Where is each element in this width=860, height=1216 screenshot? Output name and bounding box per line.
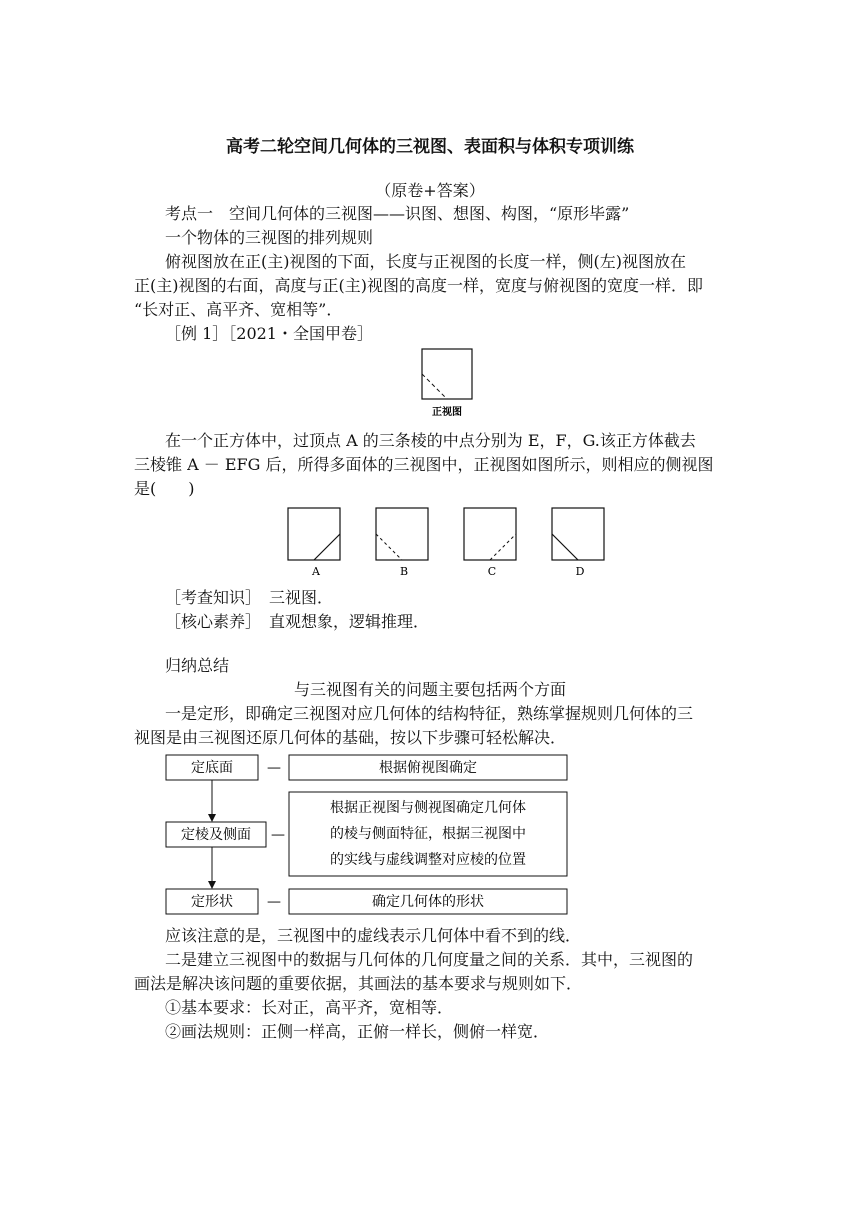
flowchart [160, 752, 572, 920]
flow-connector-2: — [271, 827, 285, 843]
flow-desc-3: 确定几何体的形状 [372, 894, 484, 910]
options-figure [280, 502, 620, 582]
summary-center: 与三视图有关的问题主要包括两个方面 [293, 680, 566, 699]
option-b [376, 508, 428, 578]
example-label: ［例 1］［2021・全国甲卷］ [165, 324, 373, 343]
flow-desc-2-line-3: 的实线与虚线调整对应棱的位置 [330, 852, 526, 868]
option-c-label: C [487, 565, 497, 578]
question-line-1: 在一个正方体中，过顶点 A 的三条棱的中点分别为 E，F，G.该正方体截去 [165, 431, 696, 450]
option-a-solid-edge [314, 534, 340, 560]
flow-arrowhead-2 [208, 881, 216, 889]
after-line-3: 画法是解决该问题的重要依据，其画法的基本要求与规则如下． [134, 974, 583, 993]
section-heading: 考点一 空间几何体的三视图——识图、想图、构图，“原形毕露” [165, 204, 630, 223]
after-line-5: ②画法规则：正侧一样高，正俯一样长，侧俯一样宽． [165, 1022, 550, 1041]
rule-line-1: 俯视图放在正(主)视图的下面，长度与正视图的长度一样，侧(左)视图放在 [165, 252, 686, 271]
summary-line-2: 视图是由三视图还原几何体的基础，按以下步骤可轻松解决． [134, 728, 567, 747]
option-d-label: D [575, 565, 585, 578]
after-line-2: 二是建立三视图中的数据与几何体的几何度量之间的关系．其中，三视图的 [165, 950, 694, 969]
flow-desc-1: 根据俯视图确定 [379, 760, 477, 776]
rule-heading: 一个物体的三视图的排列规则 [165, 228, 374, 247]
front-view-square [422, 349, 472, 399]
flow-desc-2-line-1: 根据正视图与侧视图确定几何体 [330, 800, 526, 816]
document-subtitle: （原卷+答案） [375, 181, 485, 200]
flow-arrowhead-1 [208, 814, 216, 822]
flow-step-label-3: 定形状 [191, 894, 233, 910]
after-line-4: ①基本要求：长对正，高平齐，宽相等． [165, 998, 454, 1017]
flow-connector-3: — [267, 894, 281, 910]
flow-connector-1: — [267, 760, 281, 776]
rule-line-2: 正(主)视图的右面，高度与正(主)视图的高度一样，宽度与俯视图的宽度一样．即 [134, 276, 703, 295]
front-view-dashed-edge [422, 374, 447, 399]
literacy-line: ［核心素养］ 直观想象，逻辑推理． [165, 612, 430, 631]
flow-step-label-2: 定棱及侧面 [181, 827, 251, 843]
after-line-1: 应该注意的是，三视图中的虚线表示几何体中看不到的线． [165, 926, 582, 945]
rule-line-3: “长对正、高平齐、宽相等”． [134, 300, 343, 319]
document-title: 高考二轮空间几何体的三视图、表面积与体积专项训练 [226, 137, 634, 157]
knowledge-line: ［考查知识］ 三视图． [165, 588, 334, 607]
option-a [288, 508, 340, 578]
option-d-solid-edge [552, 534, 578, 560]
summary-heading: 归纳总结 [165, 656, 230, 675]
option-b-label: B [399, 565, 409, 578]
front-view-figure [410, 345, 486, 421]
question-line-2: 三棱锥 A － EFG 后，所得多面体的三视图中，正视图如图所示，则相应的侧视图 [134, 455, 714, 474]
option-b-dashed-edge [376, 534, 402, 560]
option-d [552, 508, 604, 578]
question-line-3: 是( ) [134, 479, 195, 498]
option-c [464, 508, 516, 578]
summary-line-1: 一是定形，即确定三视图对应几何体的结构特征，熟练掌握规则几何体的三 [165, 704, 694, 723]
front-view-caption: 正视图 [432, 407, 462, 418]
option-c-dashed-edge [490, 534, 516, 560]
flow-desc-2-line-2: 的棱与侧面特征，根据三视图中 [330, 826, 526, 842]
option-a-label: A [312, 565, 320, 578]
flow-step-label-1: 定底面 [191, 760, 233, 776]
